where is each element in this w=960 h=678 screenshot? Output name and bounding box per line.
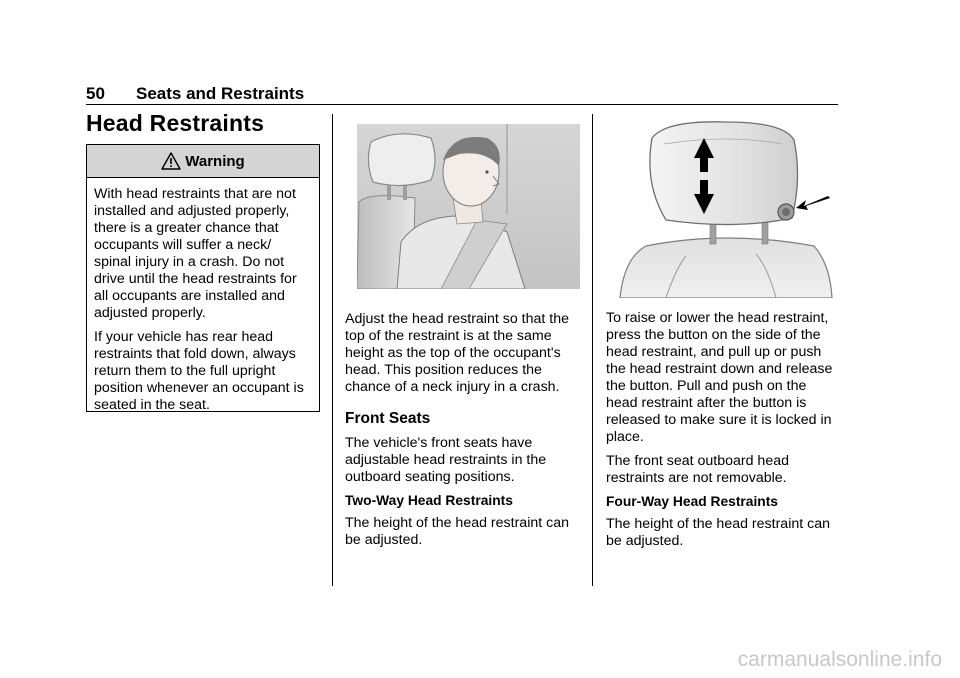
- column-3: [606, 118, 840, 557]
- paragraph: The height of the head restraint can be adjusted.: [606, 516, 830, 549]
- warning-box: [86, 144, 320, 412]
- warning-paragraph: If your vehicle has rear head restraints that fold down, always return them to the full upright position whenever an occupant is seated in the seat.: [94, 329, 304, 413]
- column-divider: [332, 114, 333, 586]
- paragraph: The front seat outboard head restraints are not removable.: [606, 453, 789, 486]
- paragraph: To raise or lower the head restraint, press the button on the side of the head restraint, and pull up or push the head restraint down and release the button. Pull and push on the head restraint after the button is released to make sure it is locked in place.: [606, 310, 833, 445]
- page-number: 50: [86, 84, 105, 103]
- warning-title: Warning: [185, 152, 245, 170]
- column-2: [345, 124, 579, 556]
- warning-paragraph: With head restraints that are not installed and adjusted properly, there is a greater chance that occupants will suffer a neck/ spinal injury in a crash. Do not drive until the head restraints for all occupants are installed and adjusted properly.: [94, 186, 297, 321]
- section-title: Seats and Restraints: [136, 84, 305, 103]
- column-divider: [592, 114, 593, 586]
- subheading-four-way: Four-Way Head Restraints: [606, 494, 778, 509]
- page-header: [86, 84, 838, 105]
- paragraph: The height of the head restraint can be adjusted.: [345, 515, 569, 548]
- page-title: Head Restraints: [86, 110, 265, 136]
- head-restraint-adjustment-illustration: [606, 118, 838, 298]
- warning-icon: [161, 152, 181, 170]
- watermark: carmanualsonline.info: [737, 648, 942, 671]
- warning-body: [87, 178, 319, 414]
- subheading-front-seats: Front Seats: [345, 410, 431, 427]
- occupant-head-restraint-illustration: [357, 124, 580, 289]
- subheading-two-way: Two-Way Head Restraints: [345, 493, 513, 508]
- column-1: [86, 110, 320, 413]
- paragraph: Adjust the head restraint so that the top of the restraint is at the same height as the top of the occupant's head. This position reduces the chance of a neck injury in a crash.: [345, 311, 569, 395]
- warning-header: [87, 145, 319, 178]
- paragraph: The vehicle's front seats have adjustable head restraints in the outboard seating positions.: [345, 435, 547, 485]
